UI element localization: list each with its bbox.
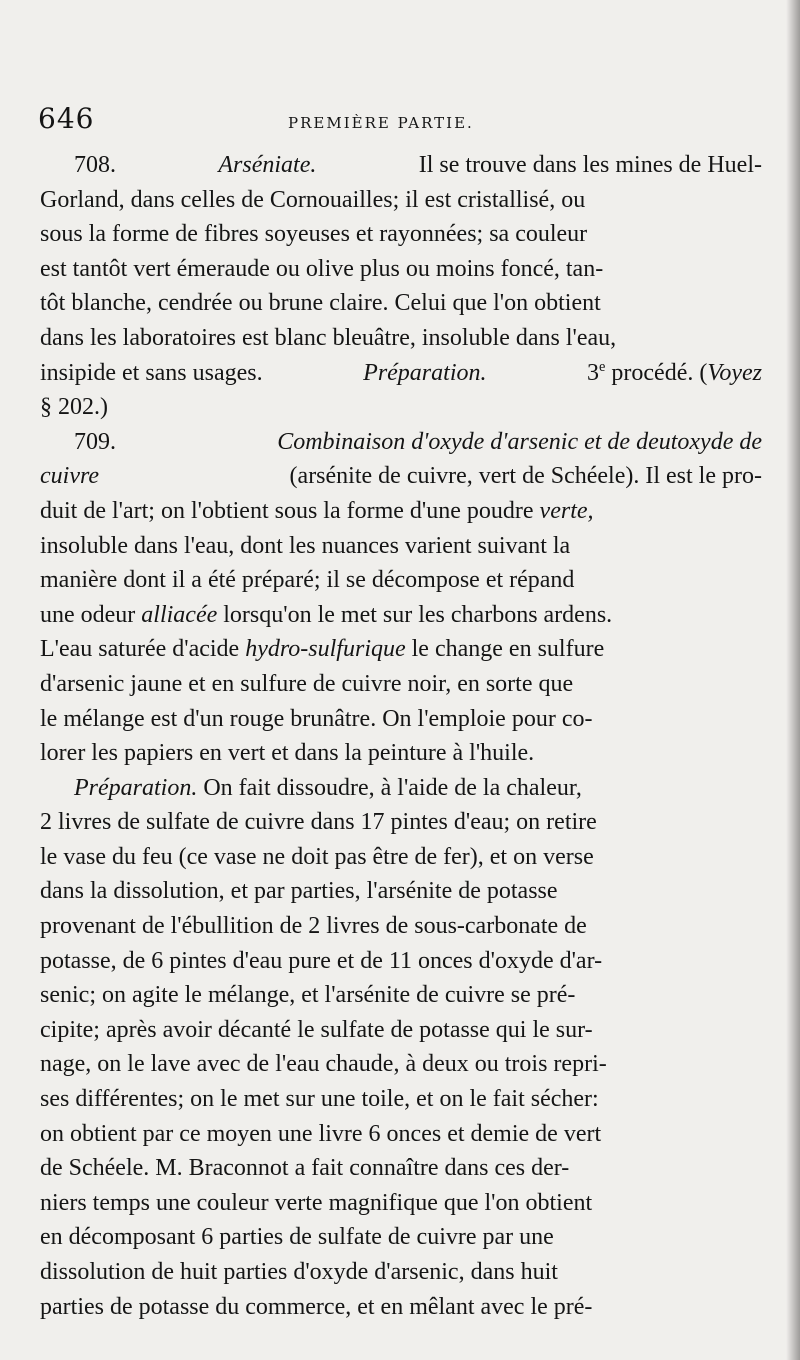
line-text: sous la forme de fibres soyeuses et rayonnées; sa couleur	[40, 221, 588, 248]
line-text: procédé. (	[605, 359, 708, 386]
text-line	[40, 805, 762, 840]
line-text	[40, 632, 604, 667]
line-text: une odeur	[40, 601, 142, 628]
text-line	[40, 1186, 762, 1221]
text-line	[40, 909, 762, 944]
line-text: senic; on agite le mélange, et l'arsénite de cuivre se pré-	[40, 982, 576, 1009]
text-line	[40, 425, 762, 460]
section-title: Combinaison d'oxyde d'arsenic et de deutoxyde de	[277, 428, 762, 455]
text-line	[40, 148, 762, 183]
line-text: le change en sulfure	[405, 636, 605, 663]
italic-term: hydro-sulfurique	[245, 636, 406, 663]
italic-term: Préparation.	[363, 359, 487, 386]
text-line	[40, 286, 762, 321]
line-text: § 202.)	[40, 394, 108, 421]
text-line	[40, 356, 762, 391]
text-line	[40, 1220, 762, 1255]
page-fold-shadow	[786, 0, 800, 1360]
text-line	[40, 771, 762, 806]
text-line	[40, 563, 762, 598]
text-line	[40, 667, 762, 702]
line-text: ses différentes; on le met sur une toile, et on le fait sécher:	[40, 1086, 599, 1113]
text-line	[40, 874, 762, 909]
text-line	[40, 840, 762, 875]
line-text: duit de l'art; on l'obtient sous la forme d'une poudre	[40, 497, 540, 524]
line-text: d'arsenic jaune et en sulfure de cuivre noir, en sorte que	[40, 670, 574, 697]
running-head: PREMIÈRE PARTIE.	[288, 114, 474, 132]
text-line	[40, 1117, 762, 1152]
line-text: (arsénite de cuivre, vert de Schéele). Il est le pro-	[283, 463, 762, 490]
text-line	[40, 1082, 762, 1117]
body-text	[40, 148, 762, 1324]
italic-term: Voyez	[707, 359, 762, 386]
line-text	[74, 771, 582, 806]
text-line	[40, 252, 762, 287]
page-number: 646	[38, 102, 95, 135]
text-line	[40, 494, 762, 529]
line-text: Il se trouve dans les mines de Huel-	[418, 152, 762, 178]
text-line	[40, 632, 762, 667]
text-line	[40, 1151, 762, 1186]
text-line	[40, 978, 762, 1013]
text-line	[40, 321, 762, 356]
text-line	[40, 1047, 762, 1082]
italic-term: verte,	[539, 497, 594, 524]
line-text	[587, 356, 762, 391]
line-text: insoluble dans l'eau, dont les nuances varient suivant la	[40, 532, 571, 559]
line-text	[40, 598, 612, 633]
section-title: cuivre	[40, 463, 100, 490]
text-line	[40, 702, 762, 737]
text-line	[40, 529, 762, 564]
text-line	[40, 1013, 762, 1048]
line-text: dissolution de huit parties d'oxyde d'arsenic, dans huit	[40, 1259, 558, 1285]
line-text: on obtient par ce moyen une livre 6 onces et demie de vert	[40, 1120, 602, 1147]
line-text: dans les laboratoires est blanc bleuâtre, insoluble dans l'eau,	[40, 324, 617, 351]
text-line	[40, 736, 762, 771]
text-line	[40, 598, 762, 633]
line-text: le mélange est d'un rouge brunâtre. On l'emploie pour co-	[40, 705, 593, 732]
text-line	[40, 183, 762, 218]
line-text: L'eau saturée d'acide	[40, 636, 246, 663]
line-text: 2 livres de sulfate de cuivre dans 17 pintes d'eau; on retire	[40, 809, 597, 836]
line-text: niers temps une couleur verte magnifique que l'on obtient	[40, 1189, 593, 1216]
line-text: est tantôt vert émeraude ou olive plus ou moins foncé, tan-	[40, 255, 604, 282]
text-line	[40, 944, 762, 979]
page-header	[38, 102, 758, 142]
line-text: lorer les papiers en vert et dans la peinture à l'huile.	[40, 740, 535, 767]
ordinal-number: 3	[587, 359, 599, 386]
text-line	[40, 1255, 762, 1290]
line-text: parties de potasse du commerce, et en mêlant avec le pré-	[40, 1293, 593, 1320]
line-text: nage, on le lave avec de l'eau chaude, à deux ou trois repri-	[40, 1051, 607, 1078]
italic-term: alliacée	[141, 601, 218, 628]
text-line	[40, 390, 762, 425]
line-text	[40, 494, 594, 529]
ordinal-suffix: e	[599, 358, 606, 375]
line-text: cipite; après avoir décanté le sulfate de potasse qui le sur-	[40, 1016, 593, 1043]
section-number: 708.	[74, 152, 116, 178]
italic-term: Préparation.	[74, 774, 198, 801]
line-text: le vase du feu (ce vase ne doit pas être de fer), et on verse	[40, 843, 594, 870]
line-text: potasse, de 6 pintes d'eau pure et de 11 onces d'oxyde d'ar-	[40, 947, 603, 974]
line-text: On fait dissoudre, à l'aide de la chaleur,	[197, 774, 582, 801]
line-text: lorsqu'on le met sur les charbons ardens.	[217, 601, 613, 628]
text-line	[40, 217, 762, 252]
line-text: de Schéele. M. Braconnot a fait connaître dans ces der-	[40, 1155, 570, 1182]
text-line	[40, 1290, 762, 1325]
section-number: 709.	[74, 428, 116, 455]
line-text: dans la dissolution, et par parties, l'arsénite de potasse	[40, 878, 558, 905]
line-text: tôt blanche, cendrée ou brune claire. Celui que l'on obtient	[40, 290, 601, 317]
line-text: provenant de l'ébullition de 2 livres de sous-carbonate de	[40, 913, 587, 940]
section-title: Arséniate.	[218, 152, 317, 178]
line-text: manière dont il a été préparé; il se décompose et répand	[40, 567, 575, 594]
line-text: en décomposant 6 parties de sulfate de cuivre par une	[40, 1224, 554, 1251]
text-line	[40, 459, 762, 494]
line-text: insipide et sans usages.	[40, 359, 263, 386]
line-text: Gorland, dans celles de Cornouailles; il est cristallisé, ou	[40, 186, 586, 213]
